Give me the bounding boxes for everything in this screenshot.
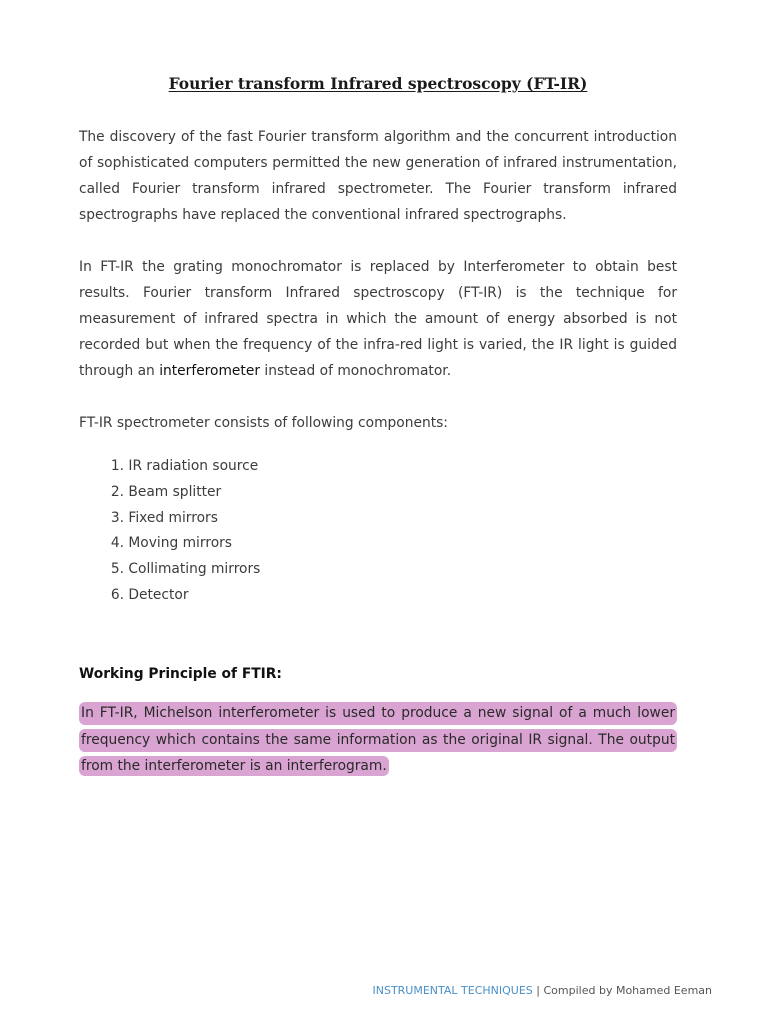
highlighted-line <box>79 753 677 780</box>
ftir-description-paragraph <box>79 254 677 384</box>
list-item-label: Moving mirrors <box>128 535 232 552</box>
list-item-number: 3. <box>110 509 124 526</box>
ftir-description-text: In FT-IR the grating monochromator is replaced by Interferometer to obtain best results. Fourier transform Infrared spectroscopy (FT-IR) is the technique for measurement of infrared spectra in which the amount of energy absorbed is not recorded but when the frequency of the infra-red light is varied, the IR light is guided through an <box>79 259 677 379</box>
list-item-number: 5. <box>110 561 124 578</box>
list-item-label: Collimating mirrors <box>128 561 261 578</box>
footer-separator: | <box>536 984 540 997</box>
components-intro: FT-IR spectrometer consists of following components: <box>79 415 448 431</box>
list-item-number: 4. <box>110 535 124 552</box>
working-principle-heading: Working Principle of FTIR: <box>79 666 282 682</box>
list-item-number: 6. <box>110 586 124 603</box>
highlighted-line <box>79 727 677 754</box>
highlighted-paragraph <box>79 700 677 780</box>
intro-paragraph: The discovery of the fast Fourier transform algorithm and the concurrent introduction of sophisticated computers permitted the new generation of infrared instrumentation, called Fourier transform infrared spectrometer. The Fourier transform infrared spectrographs have replaced the conventional infrared spectrographs. <box>79 129 677 223</box>
page-footer <box>372 984 712 997</box>
list-item <box>79 584 479 610</box>
list-item <box>79 455 479 481</box>
highlighted-text: from the interferometer is an interferogram. <box>81 758 387 774</box>
list-item <box>79 507 479 533</box>
list-item <box>79 558 479 584</box>
highlighted-line <box>79 700 677 727</box>
highlighted-text: frequency which contains the same information as the original IR signal. The output <box>79 729 677 752</box>
ftir-description-tail: instead of monochromator. <box>260 363 452 379</box>
list-item-number: 1. <box>110 458 124 474</box>
list-item-label: Beam splitter <box>128 483 222 500</box>
footer-credit: Compiled by Mohamed Eeman <box>543 984 712 997</box>
list-item-label: Fixed mirrors <box>128 509 218 526</box>
list-item <box>79 532 479 558</box>
components-list <box>79 455 479 610</box>
list-item-number: 2. <box>110 483 124 500</box>
highlighted-text: In FT-IR, Michelson interferometer is used to produce a new signal of a much lower <box>79 702 677 725</box>
list-item-label: Detector <box>128 586 189 603</box>
interferometer-term: interferometer <box>159 363 260 379</box>
list-item-label: IR radiation source <box>128 458 259 474</box>
footer-brand: INSTRUMENTAL TECHNIQUES <box>372 984 533 997</box>
document-title: Fourier transform Infrared spectroscopy (FT-IR) <box>168 74 588 93</box>
list-item <box>79 481 479 507</box>
